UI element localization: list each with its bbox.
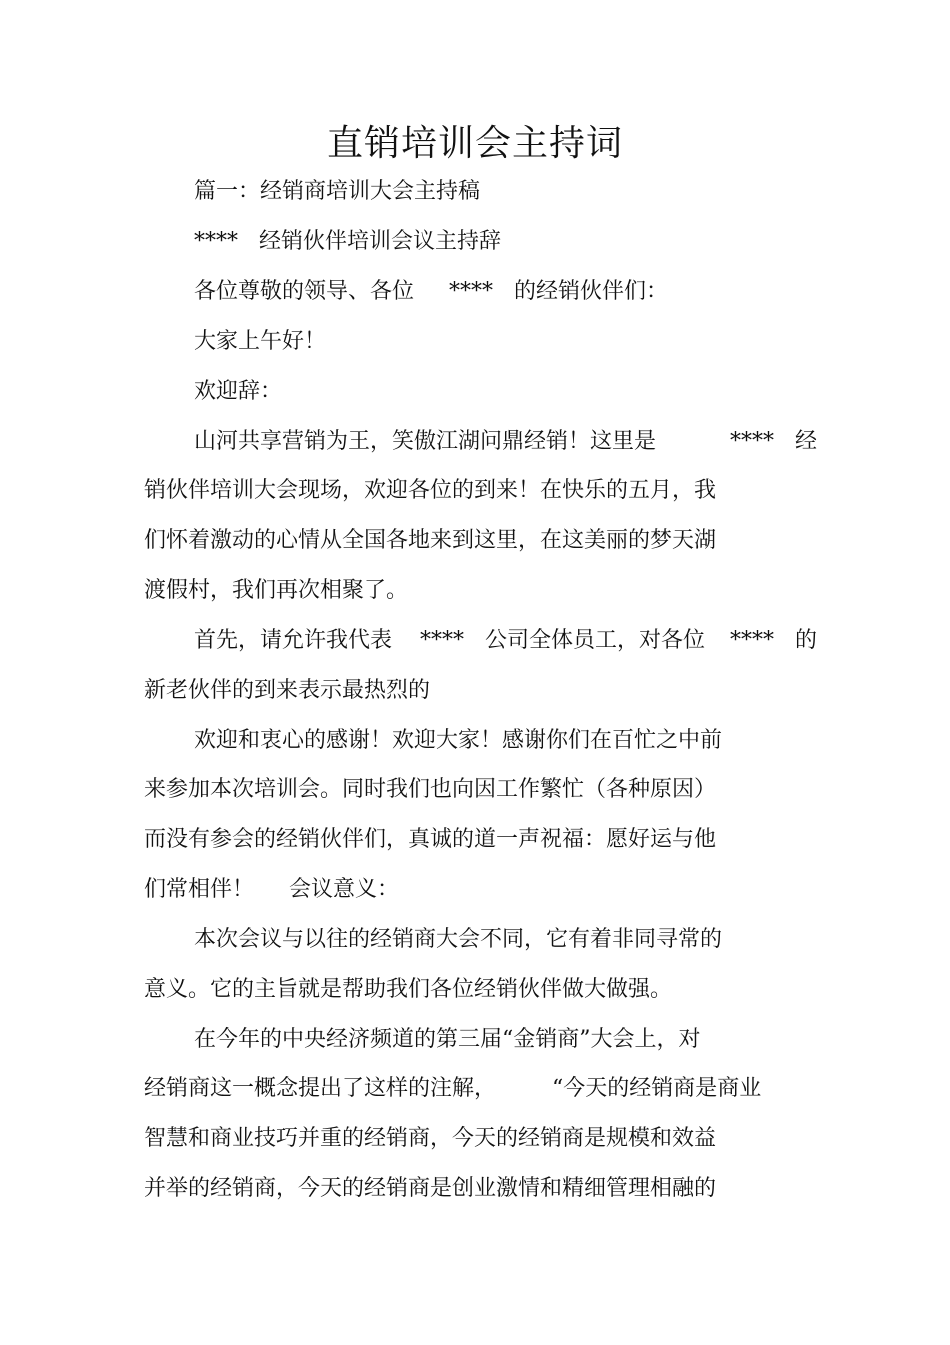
paragraph-line: 经销商这一概念提出了这样的注解， [144, 1076, 497, 1101]
greeting-line: 大家上午好！ [194, 329, 327, 354]
welcome-heading-line: 欢迎辞： [194, 379, 283, 404]
paragraph-line: 渡假村，我们再次相聚了。 [144, 578, 409, 603]
paragraph-line: 智慧和商业技巧并重的经销商，今天的经销商是规模和效益 [144, 1126, 717, 1151]
paragraph-line: 并举的经销商，今天的经销商是创业激情和精细管理相融的 [144, 1176, 717, 1201]
paragraph-line-tail: “今天的经销商是商业 [552, 1076, 762, 1101]
paragraph-line: 意义。它的主旨就是帮助我们各位经销伙伴做大做强。 [144, 977, 673, 1002]
paragraph-line: 们怀着激动的心情从全国各地来到这里，在这美丽的梦天湖 [144, 528, 717, 553]
speech-heading-line: **** 经销伙伴培训会议主持辞 [194, 229, 501, 254]
paragraph-line: 欢迎和衷心的感谢！欢迎大家！感谢你们在百忙之中前 [194, 728, 723, 753]
subtitle-line: 篇一：经销商培训大会主持稿 [194, 179, 481, 204]
paragraph-line: 新老伙伴的到来表示最热烈的 [144, 678, 431, 703]
paragraph-line: 在今年的中央经济频道的第三届“金销商”大会上，对 [194, 1027, 701, 1052]
paragraph-line: 而没有参会的经销伙伴们，真诚的道一声祝福：愿好运与他 [144, 827, 717, 852]
paragraph-line: 销伙伴培训大会现场，欢迎各位的到来！在快乐的五月，我 [144, 478, 717, 503]
paragraph-line: 首先，请允许我代表 **** 公司全体员工，对各位 [194, 628, 705, 653]
paragraph-line: 来参加本次培训会。同时我们也向因工作繁忙（各种原因） [144, 777, 717, 802]
paragraph-line: 山河共享营销为王，笑傲江湖问鼎经销！这里是 [194, 429, 657, 454]
salutation-line: 各位尊敬的领导、各位 **** 的经销伙伴们： [194, 279, 668, 304]
paragraph-line: 们常相伴！ 会议意义： [144, 877, 399, 902]
paragraph-line: 本次会议与以往的经销商大会不同，它有着非同寻常的 [194, 927, 723, 952]
paragraph-line-tail: **** 经 [730, 429, 817, 454]
document-title: 直销培训会主持词 [326, 123, 623, 164]
paragraph-line-tail: **** 的 [730, 628, 817, 653]
